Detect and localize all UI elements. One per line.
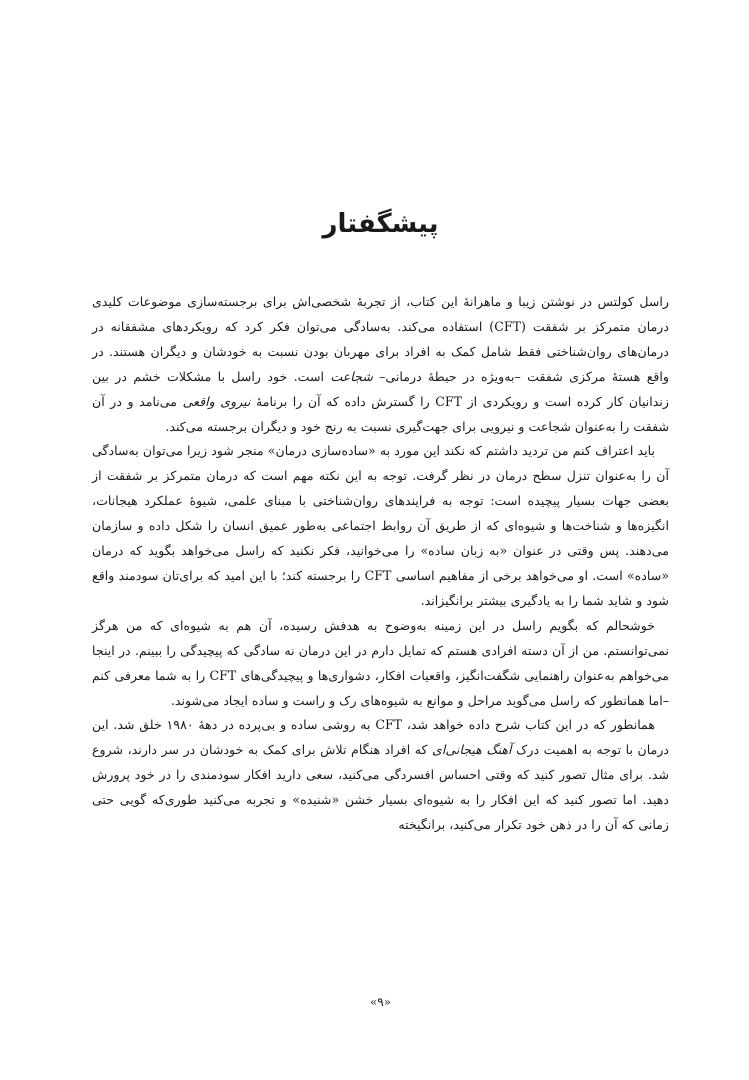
paragraph-1-part-2: است. خود راسل با مشکلات خشم در بین زندانیان کار کرده است و رویکردی از CFT را گسترش داده که آن را برنامهٔ [92, 368, 669, 409]
paragraph-4-emphasis: آهنگ هیجانی‌ای [432, 742, 512, 758]
paragraph-1-emphasis-1: شجاعت [330, 368, 373, 384]
paragraph-4-part-2: که افراد هنگام تلاش برای کمک به خودشان در سر دارند، شروع شد. برای مثال تصور کنید که وقتی احساس افسردگی می‌کنید، سعی دارید افکار سودمندی را در خود پرورش دهید. اما تصور کنید که این افکار را به شیوه‌ای بسیار خشن «شنیده» و تجربه می‌کنید طوری‌که گویی حتی زمانی که آن را در ذهن خود تکرار می‌کنید، برانگیخته [92, 742, 669, 833]
document-page [92, 0, 669, 1080]
paragraph-3: خوشحالم که بگویم راسل در این زمینه به‌وضوح به هدفش رسیده، آن هم به شیوه‌ای که من هرگز نمی‌توانستم. من از آن دسته افرادی هستم که تمایل دارم در این درمان نه سادگی که پیچیدگی را ببینم. در اینجا می‌خواهم به‌عنوان راهنمایی شگفت‌انگیز، واقعیات افکار، دشواری‌ها و پیچیدگی‌های CFT را به شما معرفی کنم –اما همانطور که راسل می‌گوید مراحل و موانع به شیوه‌های رک و راست و ساده ایجاد می‌شوند. [92, 617, 669, 708]
paragraph-4 [92, 713, 669, 838]
paragraph-4-part-1: همانطور که در این کتاب شرح داده خواهد شد، CFT به روشی ساده و بی‌پرده در دههٔ ۱۹۸۰ خلق شد. این درمان با توجه به اهمیت درک [92, 717, 670, 758]
page-number: «۹» [369, 995, 392, 1009]
paragraph-1-emphasis-2: نیروی واقعی [182, 393, 251, 409]
paragraph-2: باید اعتراف کنم من تردید داشتم که نکند این مورد به «ساده‌سازی درمان» منجر شود زیرا می‌توان به‌سادگی آن را به‌عنوان تنزل سطح درمان در نظر گرفت. توجه به این نکته مهم است که درمان متمرکز بر شفقت از بعضی جهات بسیار پیچیده است: توجه به فرایندهای روان‌شناختی با مبنای علمی، شیوهٔ عملکرد هیجانات، انگیزه‌ها و شناخت‌ها و شیوه‌ای که از طریق آن روابط اجتماعی به‌طور عمیق انسان را شکل داده و سازمان می‌دهند. پس وقتی در عنوان «به زبان ساده» را می‌خوانید، فکر نکنید که راسل می‌خواهد بگوید که درمان «ساده» است. او می‌خواهد برخی از مفاهیم اساسی CFT را برجسته کند؛ با این امید که برای‌تان سودمند واقع شود و شاید شما را به یادگیری بیشتر برانگیزاند. [92, 443, 669, 608]
page-title: پیشگفتار [322, 209, 439, 239]
paragraph-1-part-1: راسل کولتس در نوشتن زیبا و ماهرانهٔ این کتاب، از تجربهٔ شخصی‌اش برای برجسته‌سازی موضوعات کلیدی درمان متمرکز بر شفقت (CFT) استفاده می‌کند. به‌سادگی می‌توان فکر کرد که رویکردهای مشفقانه در درمان‌های روان‌شناختی فقط شامل کمک به افراد برای مهربان بودن نسبت به خودشان و دیگران هستند. در واقع هستهٔ مرکزی شفقت –به‌ویژه در حیطهٔ درمانی– [92, 294, 670, 384]
paragraph-1 [92, 290, 669, 439]
paragraph-1-part-3: می‌نامد و در آن شفقت را به‌عنوان شجاعت و نیرویی برای جهت‌گیری نسبت به رنج خود و دیگران برجسته می‌کند. [92, 393, 669, 434]
body-text [92, 290, 669, 838]
